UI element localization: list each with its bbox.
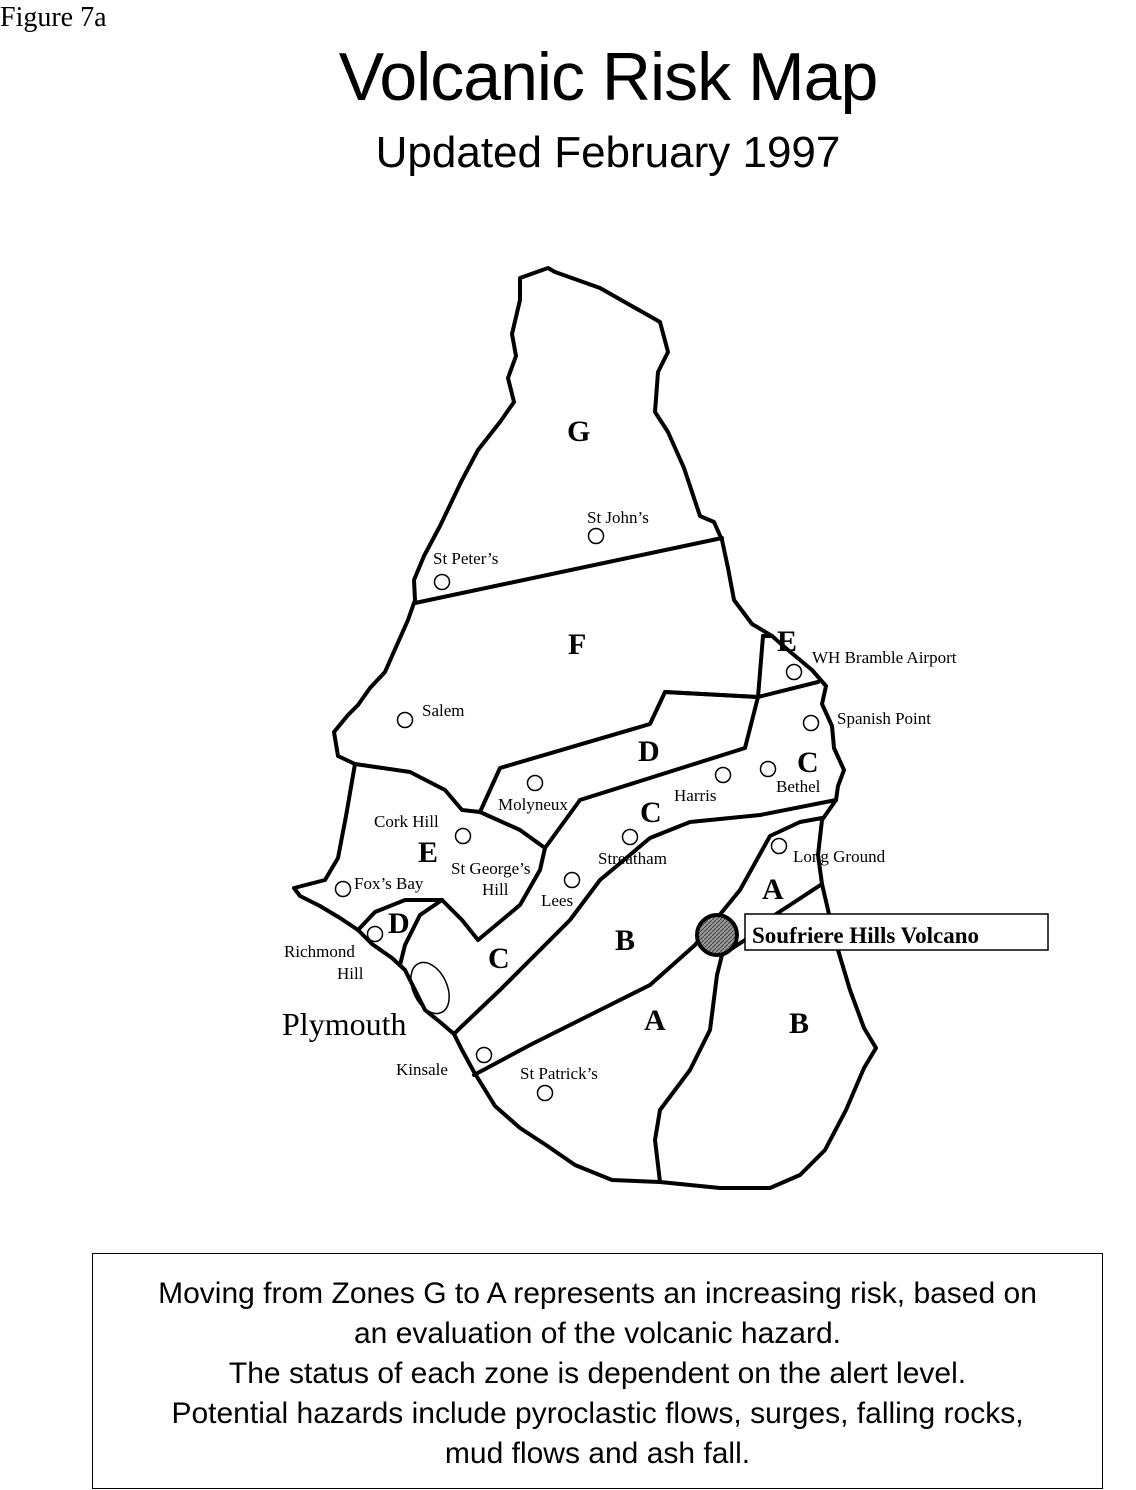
place-st-peters: St Peter’s — [433, 549, 499, 568]
volcano-marker — [697, 915, 737, 955]
plymouth-ellipse — [403, 956, 457, 1019]
explanation-text — [93, 1274, 1102, 1474]
town-marker-streatham — [623, 830, 638, 845]
town-marker-st-johns — [589, 529, 604, 544]
explanation-line: Moving from Zones G to A represents an increasing risk, based on — [158, 1277, 1037, 1310]
explanation-box — [92, 1253, 1103, 1489]
zone-label-b-south: B — [789, 1007, 810, 1040]
place-richmond-hill-line1: Richmond — [284, 942, 355, 961]
place-bethel: Bethel — [776, 777, 821, 796]
town-marker-bethel — [761, 762, 776, 777]
place-harris: Harris — [674, 786, 717, 805]
zone-label-d-north: D — [638, 735, 660, 768]
place-plymouth: Plymouth — [282, 1006, 407, 1042]
explanation-line: mud flows and ash fall. — [444, 1437, 751, 1470]
place-st-patricks: St Patrick’s — [520, 1064, 598, 1083]
town-marker-st-patricks — [538, 1086, 553, 1101]
zone-label-c-mid: C — [640, 796, 662, 829]
town-marker-foxs-bay — [336, 882, 351, 897]
place-richmond-hill-line2: Hill — [337, 964, 364, 983]
town-marker-spanish-point — [804, 716, 819, 731]
place-salem: Salem — [422, 701, 465, 720]
zone-label-a-north: A — [762, 873, 784, 906]
island-coastline — [294, 268, 876, 1188]
place-long-ground: Long Ground — [793, 847, 886, 866]
place-st-georges-hill-line1: St George’s — [451, 859, 531, 878]
figure-label: Figure 7a — [0, 2, 107, 33]
zone-label-c-west: C — [488, 942, 510, 975]
zone-label-e-north: E — [777, 625, 798, 658]
boundary-e-d-north — [665, 682, 818, 697]
town-marker-st-georges-hill — [456, 829, 471, 844]
zone-label-a-south: A — [644, 1004, 666, 1037]
map-subtitle: Updated February 1997 — [375, 128, 841, 177]
volcano-label: Soufriere Hills Volcano — [752, 923, 980, 948]
town-marker-molyneux — [528, 776, 543, 791]
boundary-f-e-west — [355, 764, 545, 940]
zone-label-d-west: D — [388, 907, 410, 940]
zone-label-e-west: E — [418, 836, 439, 869]
town-marker-richmond-hill — [368, 927, 383, 942]
explanation-line: The status of each zone is dependent on the alert level. — [228, 1357, 967, 1390]
place-spanish-point: Spanish Point — [837, 709, 931, 728]
explanation-line: an evaluation of the volcanic hazard. — [354, 1317, 841, 1350]
town-marker-st-peters — [435, 575, 450, 590]
place-streatham: Streatham — [598, 849, 667, 868]
zone-label-f: F — [568, 628, 587, 661]
town-marker-lees — [565, 873, 580, 888]
explanation-line: Potential hazards include pyroclastic flows, surges, falling rocks, — [171, 1397, 1024, 1430]
town-marker-kinsale — [477, 1048, 492, 1063]
zone-label-c-east: C — [797, 746, 819, 779]
place-foxs-bay: Fox’s Bay — [354, 874, 424, 893]
map-title: Volcanic Risk Map — [338, 39, 878, 115]
place-molyneux: Molyneux — [498, 795, 568, 814]
town-marker-airport — [787, 665, 802, 680]
zone-label-g: G — [567, 415, 591, 448]
place-cork-hill: Cork Hill — [374, 812, 439, 831]
zone-label-b-west: B — [615, 924, 636, 957]
town-marker-salem — [398, 713, 413, 728]
place-st-johns: St John’s — [587, 508, 649, 527]
town-marker-harris — [716, 768, 731, 783]
place-st-georges-hill-line2: Hill — [482, 880, 509, 899]
town-marker-long-ground — [772, 839, 787, 854]
place-lees: Lees — [541, 891, 574, 910]
boundary-g-f — [415, 538, 722, 603]
place-kinsale: Kinsale — [396, 1060, 448, 1079]
place-wh-bramble-airport: WH Bramble Airport — [812, 648, 957, 667]
